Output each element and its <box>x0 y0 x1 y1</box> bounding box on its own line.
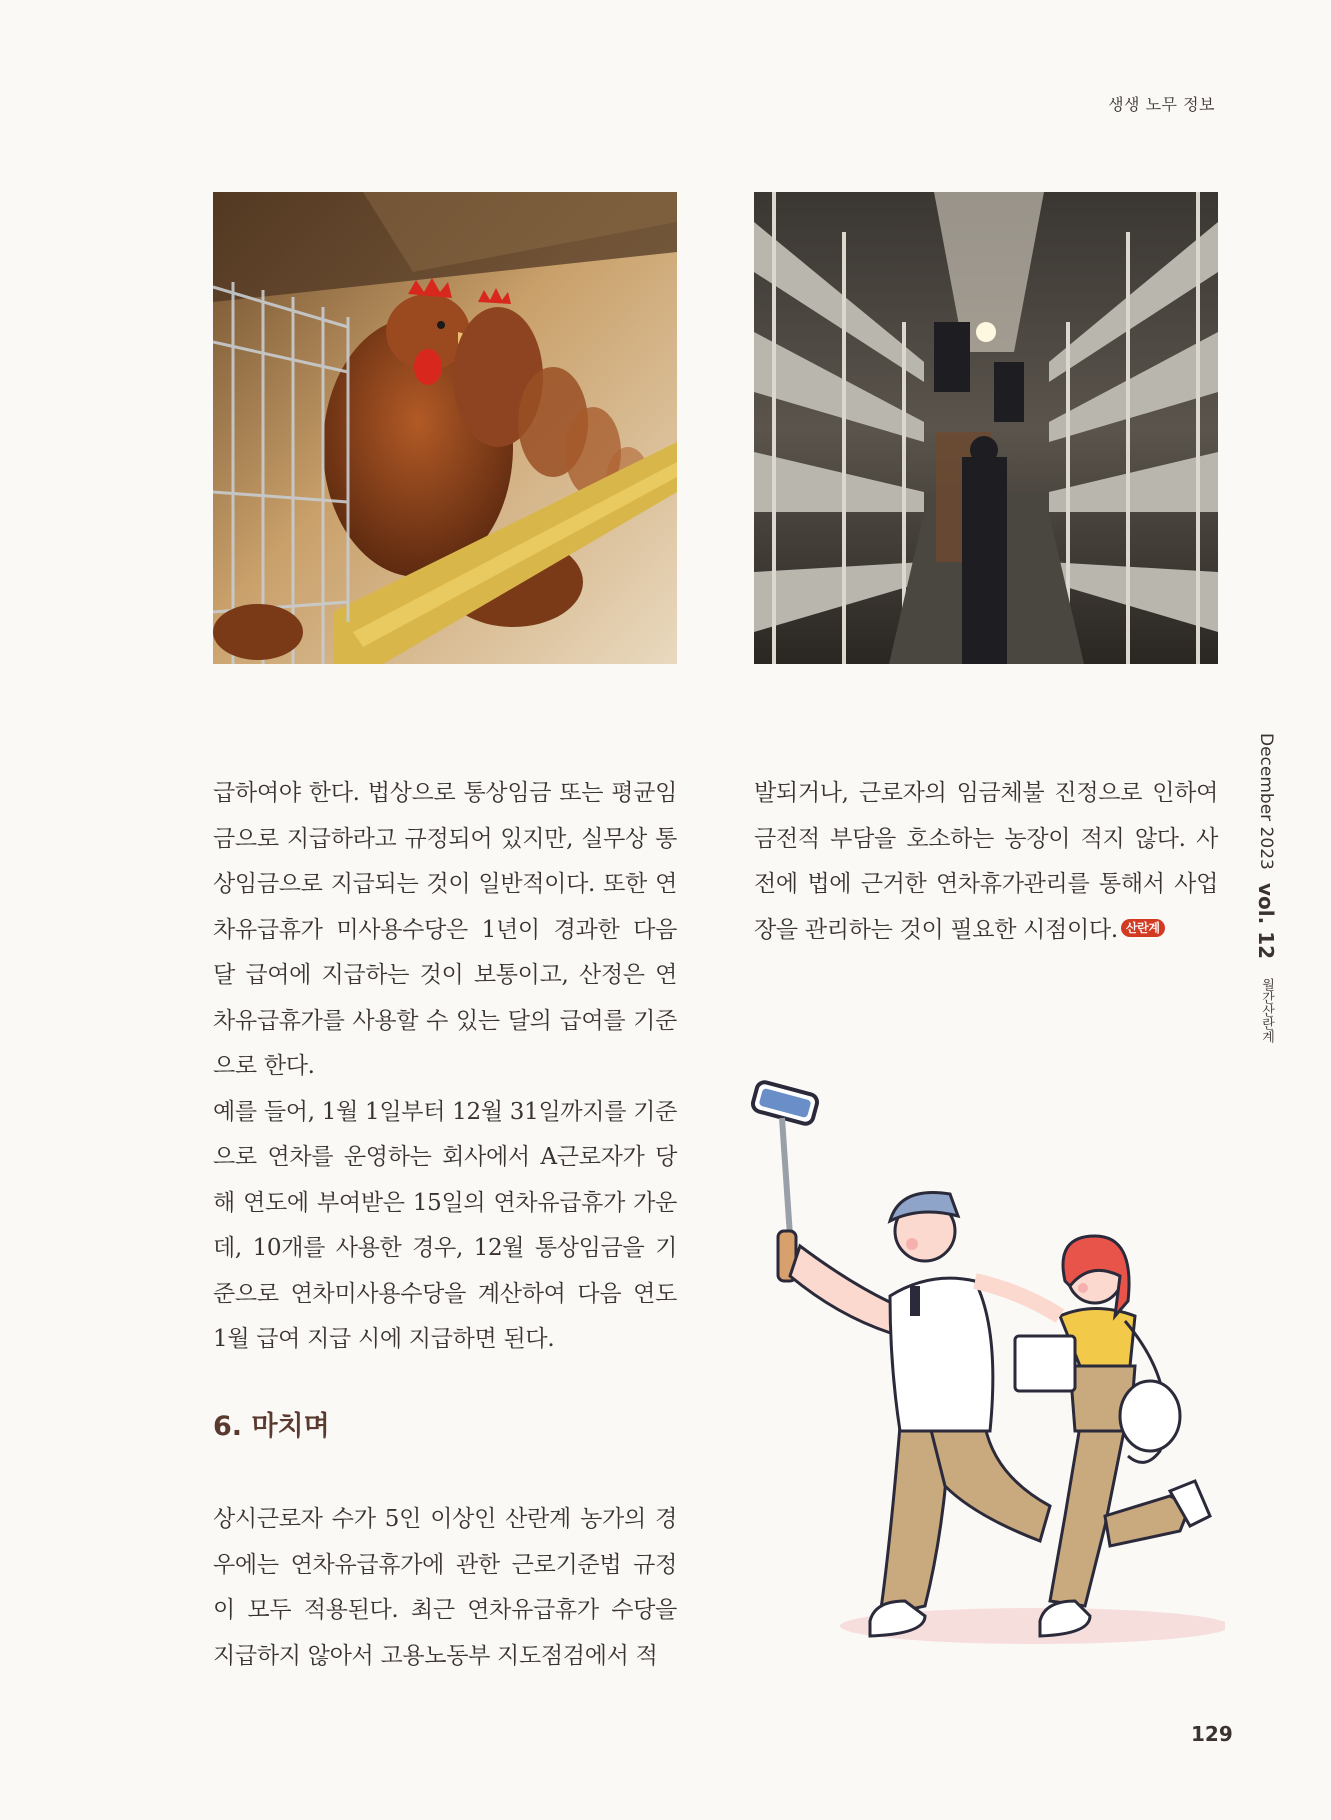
article-right-column <box>754 771 1218 953</box>
issue-volume: vol. 12 <box>1254 882 1278 959</box>
article-closing-column <box>213 1497 677 1679</box>
issue-month-year: December 2023 <box>1256 733 1276 870</box>
article-left-column <box>213 771 677 1363</box>
article-paragraph: 급하여야 한다. 법상으로 통상임금 또는 평균임금으로 지급하라고 규정되어 있지만, 실무상 통상임금으로 지급되는 것이 일반적이다. 또한 연차유급휴가 미사용수당은 1년이 경과한 다음 달 급여에 지급하는 것이 보통이고, 산정은 연차유급휴가를 사용할 수 있는 달의 급여를 기준으로 한다. <box>213 780 677 1079</box>
article-paragraph: 상시근로자 수가 5인 이상인 산란계 농가의 경우에는 연차유급휴가에 관한 근로기준법 규정이 모두 적용된다. 최근 연차유급휴가 수당을 지급하지 않아서 고용노동부 지도점검에서 적 <box>213 1506 677 1669</box>
section-title: 생생 노무 정보 <box>1108 95 1215 114</box>
page-number: 129 <box>1191 1722 1233 1746</box>
hens-in-cages-photo <box>213 192 677 664</box>
magazine-name: 월간산란계 <box>1259 978 1274 1044</box>
issue-info <box>1254 733 1278 1043</box>
article-paragraph <box>754 771 1218 953</box>
article-paragraph-text: 발되거나, 근로자의 임금체불 진정으로 인하여 금전적 부담을 호소하는 농장이 적지 않다. 사전에 법에 근거한 연차휴가관리를 통해서 사업장을 관리하는 것이 필요한 시점이다. <box>754 780 1218 943</box>
end-badge: 산란계 <box>1121 919 1165 937</box>
issue-sidebar <box>1254 733 1294 1044</box>
article-paragraph: 예를 들어, 1월 1일부터 12월 31일까지를 기준으로 연차를 운영하는 회사에서 A근로자가 당해 연도에 부여받은 15일의 연차유급휴가 가운데, 10개를 사용한 경우, 12월 통상임금을 기준으로 연차미사용수당을 계산하여 다음 연도 1월 급여 지급 시에 지급하면 된다. <box>213 1098 677 1352</box>
section-heading: 6. 마치며 <box>213 1411 330 1442</box>
couple-selfie-illustration <box>750 1076 1225 1656</box>
workers-in-poultry-house-photo <box>754 192 1218 664</box>
